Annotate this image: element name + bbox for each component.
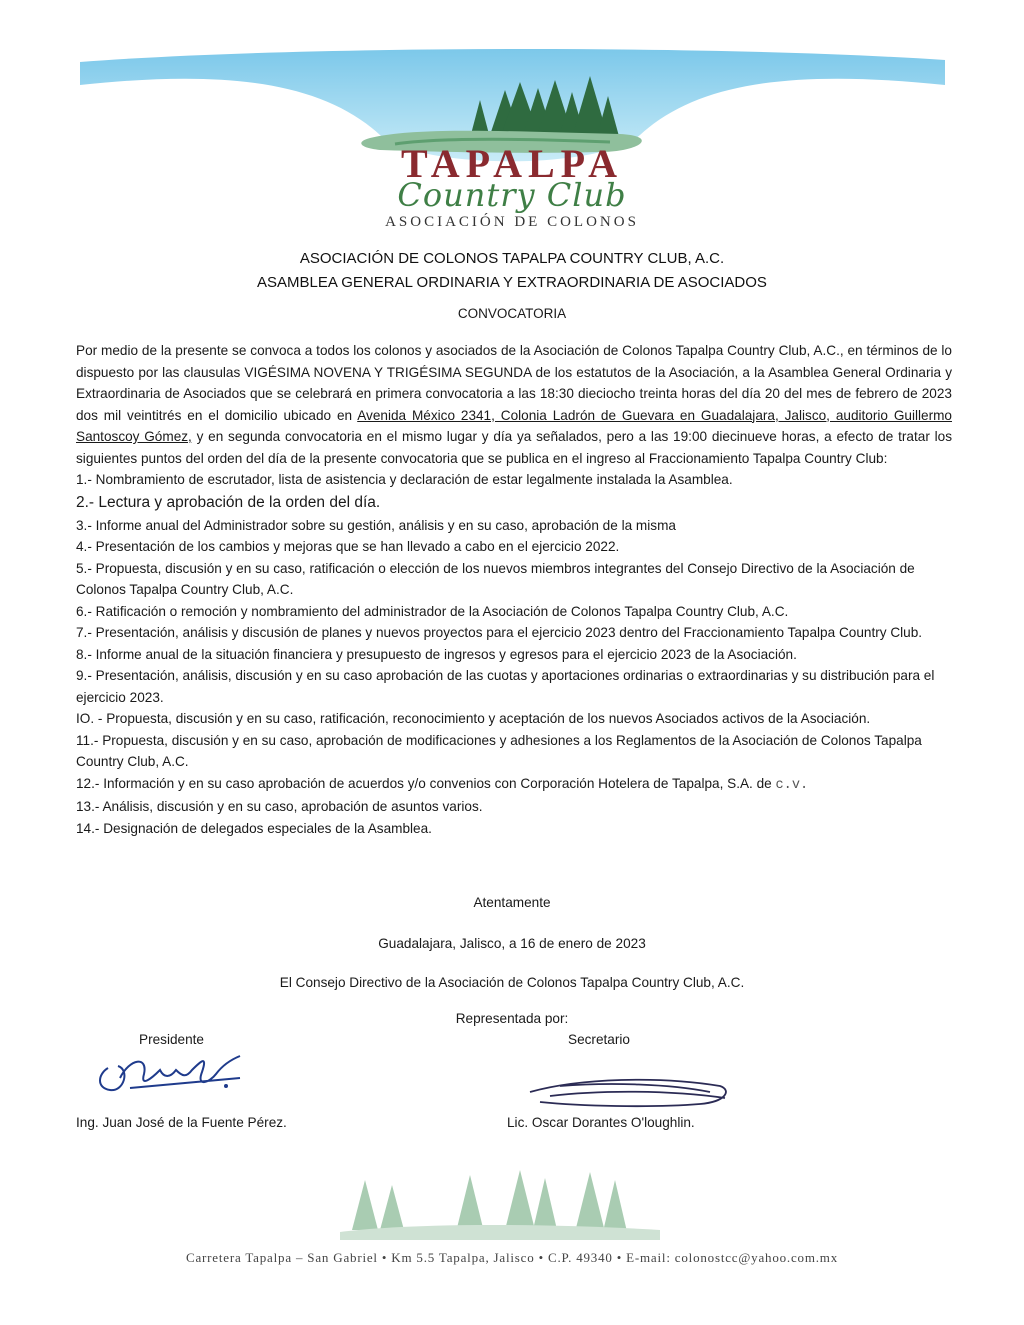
- agenda-item: 9.- Presentación, análisis, discusión y en su caso aprobación de las cuotas y aportaciones ordinarias o extraordinarias y su distribución para el ejercicio 2023.: [76, 668, 935, 705]
- intro-paragraph: [76, 340, 952, 469]
- agenda-item: 1.- Nombramiento de escrutador, lista de asistencia y declaración de estar legalmente instalada la Asamblea.: [76, 472, 733, 487]
- agenda-item: 4.- Presentación de los cambios y mejoras que se han llevado a cabo en el ejercicio 2022.: [76, 539, 620, 554]
- closing-represented-by: Representada por:: [455, 1011, 569, 1026]
- footer-trees-decoration: [0, 1160, 1024, 1250]
- closing-council: El Consejo Directivo de la Asociación de Colonos Tapalpa Country Club, A.C.: [279, 975, 745, 990]
- brand-subtitle: Country Club: [397, 176, 627, 214]
- secretary-name: Lic. Oscar Dorantes O'loughlin.: [507, 1115, 695, 1130]
- agenda-list: [76, 469, 952, 839]
- title-line-1: ASOCIACIÓN DE COLONOS TAPALPA COUNTRY CLUB, A.C.: [299, 250, 725, 267]
- closing-place-date: Guadalajara, Jalisco, a 16 de enero de 2023: [378, 936, 646, 951]
- agenda-item: 3.- Informe anual del Administrador sobre su gestión, análisis y en su caso, aprobación de la misma: [76, 517, 676, 533]
- agenda-item-text: 12.- Información y en su caso aprobación de acuerdos y/o convenios con Corporación Hotelera de Tapalpa, S.A. de: [76, 775, 776, 791]
- meeting-address: Avenida México 2341, Colonia Ladrón de Guevara en Guadalajara, Jalisco, auditorio Guillermo Santoscoy Gómez,: [76, 407, 952, 444]
- agenda-item: 8.- Informe anual de la situación financiera y presupuesto de ingresos y egresos para el ejercicio 2023 de la Asociación.: [76, 646, 797, 662]
- closing-atentamente: Atentamente: [473, 895, 551, 910]
- agenda-item: 7.- Presentación, análisis y discusión de planes y nuevos proyectos para el ejercicio 2023 dentro del Fraccionamiento Tapalpa Country Club.: [76, 625, 923, 640]
- agenda-item: 14.- Designación de delegados especiales de la Asamblea.: [76, 820, 432, 836]
- agenda-item: 2.- Lectura y aprobación de la orden del día.: [76, 493, 381, 511]
- brand-name: TAPALPA: [401, 141, 623, 186]
- agenda-item: IO. - Propuesta, discusión y en su caso, ratificación, reconocimiento y aceptación de los nuevos Asociados activos de la Asociación.: [76, 711, 871, 726]
- agenda-item-suffix: c.v.: [775, 777, 809, 793]
- brand-association: ASOCIACIÓN DE COLONOS: [385, 214, 639, 230]
- intro-text-1: Por medio de la presente se convoca a todos los colonos y asociados de la Asociación de Colonos Tapalpa Country Club, A.C., en términos de lo dispuesto por las clausulas VIGÉSIMA NOVENA Y TRIGÉSIMA SEGUNDA de los estatutos de la Asociación, a la Asamblea General Ordinaria y Extraordinaria de Asociados que se celebrará en primera convocatoria a las 18:30 dieciocho treinta horas del día 20 del mes de febrero de 2023 dos mil veintitrés en el domicilio ubicado en: [76, 343, 952, 423]
- footer-address: Carretera Tapalpa – San Gabriel • Km 5.5 Tapalpa, Jalisco • C.P. 49340 • E-mail: colonostcc@yahoo.com.mx: [185, 1250, 839, 1265]
- president-name: Ing. Juan José de la Fuente Pérez.: [76, 1115, 287, 1130]
- convocatoria-heading: CONVOCATORIA: [457, 306, 567, 321]
- secretary-signature: [520, 1072, 735, 1117]
- document-body: [76, 340, 952, 839]
- agenda-item: 6.- Ratificación o remoción y nombramiento del administrador de la Asociación de Colonos Tapalpa Country Club, A.C.: [76, 603, 789, 619]
- secretary-role: Secretario: [568, 1032, 630, 1047]
- agenda-item: 11.- Propuesta, discusión y en su caso, aprobación de modificaciones y adhesiones a los Reglamentos de la Asociación de Colonos Tapalpa Country Club, A.C.: [76, 732, 922, 769]
- agenda-item: 5.- Propuesta, discusión y en su caso, ratificación o elección de los nuevos miembros integrantes del Consejo Directivo de la Asociación de Colonos Tapalpa Country Club, A.C.: [76, 560, 915, 597]
- intro-text-2: y en segunda convocatoria en el mismo lugar y día ya señalados, pero a las 19:00 diecinueve horas, a efecto de tratar los siguientes puntos del orden del día de la presente convocatoria que se publica en el ingreso al Fraccionamiento Tapalpa Country Club:: [76, 429, 952, 466]
- title-line-2: ASAMBLEA GENERAL ORDINARIA Y EXTRAORDINARIA DE ASOCIADOS: [257, 274, 767, 291]
- president-signature: [90, 1048, 260, 1100]
- agenda-item: 13.- Análisis, discusión y en su caso, aprobación de asuntos varios.: [76, 799, 483, 814]
- agenda-item: [76, 773, 952, 797]
- president-role: Presidente: [139, 1032, 204, 1047]
